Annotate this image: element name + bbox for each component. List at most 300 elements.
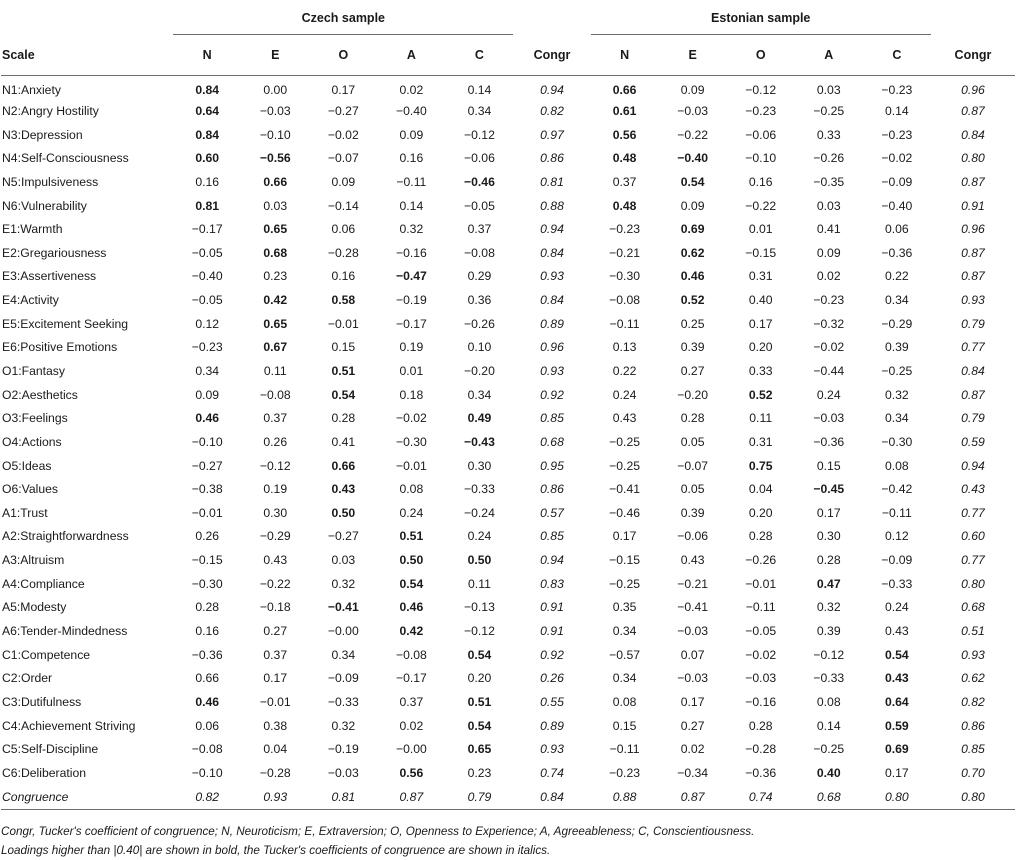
table-row [1,643,1015,667]
table-row [1,714,1015,738]
estonian-o-loading: 0.04 [748,482,773,497]
estonian-a-loading: −0.12 [813,647,845,662]
estonian-congruence: 0.96 [961,222,985,237]
czech-c-loading: −0.33 [464,482,495,497]
czech-congruence: 0.85 [540,529,564,544]
estonian-a-loading: −0.25 [813,103,845,118]
estonian-e-loading: −0.34 [677,765,709,780]
czech-a-loading: 0.50 [399,553,424,568]
table-row [1,170,1015,194]
czech-n-loading: −0.40 [191,269,223,284]
table-row [1,265,1015,289]
czech-e-loading: −0.56 [259,151,291,166]
czech-o-loading: 0.32 [331,576,356,591]
table-row [1,336,1015,360]
czech-a-loading: −0.47 [395,269,427,284]
estonian-e-loading: 0.69 [680,222,705,237]
table-row [1,596,1015,620]
czech-congruence: 0.91 [540,624,564,639]
estonian-n-loading: −0.25 [609,458,640,473]
estonian-a-loading: 0.03 [816,198,841,213]
estonian-n-loading: −0.11 [609,742,640,757]
estonian-n-loading: 0.35 [612,600,637,615]
estonian-a-loading: 0.03 [816,82,841,97]
table-footnotes [1,822,1013,860]
estonian-n-loading: 0.66 [612,82,637,97]
czech-c-loading: −0.08 [464,245,495,260]
czech-n-loading: 0.16 [195,624,220,639]
estonian-c-loading: −0.30 [881,434,913,449]
czech-a-loading: −0.11 [396,174,427,189]
estonian-congruence: 0.60 [961,529,985,544]
estonian-c-loading: −0.29 [881,316,913,331]
scale-label: E6:Positive Emotions [2,340,118,355]
czech-o-loading: −0.14 [327,198,359,213]
czech-c-loading: −0.24 [464,505,495,520]
czech-n-loading: −0.17 [191,222,223,237]
estonian-c-loading: 0.43 [884,624,909,639]
estonian-e-loading: −0.22 [677,127,709,142]
czech-a-loading: −0.40 [395,103,427,118]
estonian-e-loading: −0.21 [677,576,709,591]
table-row [1,99,1015,123]
estonian-o-loading: −0.11 [745,600,776,615]
czech-a-loading: 0.16 [399,151,424,166]
estonian-a-loading: 0.39 [816,624,841,639]
estonian-c-loading: −0.02 [881,151,913,166]
factor-loadings-table [1,2,1015,810]
czech-e-loading: 0.38 [263,718,288,733]
czech-n-loading: 0.81 [195,198,220,213]
estonian-o-loading: 0.33 [748,364,773,378]
czech-o-loading: 0.54 [331,387,356,402]
czech-n-loading: 0.46 [195,694,220,709]
czech-o-loading: 0.28 [331,411,356,426]
scale-label: E3:Assertiveness [2,269,97,284]
scale-label: C3:Dutifulness [2,694,82,709]
czech-o-loading: −0.09 [327,671,359,686]
table-row [1,737,1015,761]
czech-n-loading: −0.01 [191,505,223,520]
estonian-n-loading: 0.15 [612,718,637,733]
czech-o-loading: 0.43 [331,482,356,497]
scale-label: N6:Vulnerability [2,198,87,213]
estonian-e-loading: 0.39 [680,340,705,355]
czech-c-loading: −0.26 [464,316,495,331]
estonian-a-loading: −0.03 [813,411,845,426]
czech-a-loading: 0.32 [399,222,424,237]
czech-congruence: 0.84 [540,245,564,260]
estonian-c-loading: 0.34 [884,293,909,308]
estonian-n-loading: −0.21 [609,245,640,260]
czech-a-loading: −0.16 [395,245,427,260]
czech-total-congruence: 0.84 [513,785,590,810]
estonian-e-loading: 0.27 [680,718,705,733]
czech-e-loading: 0.65 [263,316,288,331]
czech-c-loading: 0.49 [467,411,492,426]
estonian-congruence: 0.91 [961,198,985,213]
czech-congruence: 0.82 [540,103,564,118]
czech-c-loading: 0.23 [467,765,492,780]
estonian-n-loading: 0.61 [612,103,637,118]
estonian-o-loading: −0.36 [745,765,777,780]
czech-a-loading: 0.01 [399,364,424,378]
estonian-congruence: 0.86 [961,718,985,733]
czech-e-loading: −0.01 [259,694,291,709]
czech-a-loading: 0.18 [399,387,424,402]
czech-o-loading: 0.41 [331,434,356,449]
estonian-o-loading: 0.17 [748,316,773,331]
czech-c-loading: 0.51 [467,694,492,709]
estonian-e-loading: 0.09 [680,198,705,213]
estonian-congruence: 0.82 [961,694,985,709]
table-row [1,477,1015,501]
czech-e-loading: 0.37 [263,411,288,426]
estonian-e-loading: −0.40 [677,151,709,166]
column-header-czech-c: C [445,35,513,76]
estonian-n-congruence: 0.88 [591,785,659,810]
czech-a-loading: 0.56 [399,765,424,780]
estonian-a-loading: 0.15 [816,458,841,473]
czech-c-loading: −0.06 [464,151,495,166]
czech-e-loading: 0.17 [263,671,288,686]
estonian-congruence: 0.93 [961,293,985,308]
czech-o-loading: −0.03 [327,765,359,780]
estonian-n-loading: 0.22 [612,364,637,378]
estonian-c-loading: −0.33 [881,576,913,591]
czech-o-loading: 0.15 [331,340,356,355]
estonian-a-congruence: 0.68 [795,785,863,810]
scale-label: N2:Angry Hostility [2,103,99,118]
column-header-row [1,35,1015,76]
table-row [1,406,1015,430]
czech-o-loading: 0.32 [331,718,356,733]
estonian-a-loading: −0.36 [813,434,845,449]
footnote-abbreviations: Congr, Tucker's coefficient of congruence; N, Neuroticism; E, Extraversion; O, Openness to Experience; A, Agreeableness; C, Conscientiousness. [1,825,755,838]
estonian-e-loading: −0.07 [677,458,709,473]
scale-label: A2:Straightforwardness [2,529,129,544]
czech-o-loading: −0.07 [327,151,359,166]
czech-c-loading: 0.29 [467,269,492,284]
czech-o-loading: −0.28 [327,245,359,260]
table-row [1,430,1015,454]
czech-n-loading: 0.16 [195,174,220,189]
czech-congruence: 0.96 [540,340,564,355]
estonian-n-loading: −0.57 [609,647,640,662]
column-header-estonian-a: A [795,35,863,76]
estonian-o-loading: −0.05 [745,624,777,639]
estonian-e-loading: 0.54 [680,174,705,189]
czech-a-loading: 0.19 [399,340,424,355]
estonian-c-loading: 0.32 [884,387,909,402]
estonian-a-loading: −0.44 [813,364,845,378]
estonian-e-loading: 0.43 [680,553,705,568]
czech-n-loading: −0.08 [191,742,223,757]
estonian-o-loading: −0.03 [745,671,777,686]
czech-congruence: 0.94 [540,222,564,237]
estonian-a-loading: 0.40 [816,765,841,780]
czech-n-congruence: 0.82 [173,785,241,810]
estonian-c-loading: 0.08 [884,458,909,473]
table-row [1,548,1015,572]
estonian-e-loading: −0.03 [677,624,709,639]
czech-a-loading: 0.54 [399,576,424,591]
czech-e-loading: −0.03 [259,103,291,118]
estonian-e-loading: 0.46 [680,269,705,284]
czech-n-loading: −0.15 [191,553,223,568]
column-header-czech-a: A [377,35,445,76]
czech-e-loading: 0.19 [263,482,288,497]
czech-o-loading: 0.34 [331,647,356,662]
estonian-e-loading: −0.06 [677,529,709,544]
czech-congruence: 0.57 [540,505,564,520]
estonian-o-loading: 0.11 [749,411,773,426]
czech-a-loading: 0.42 [399,624,424,639]
estonian-n-loading: −0.15 [609,553,640,568]
czech-o-loading: −0.33 [327,694,359,709]
column-header-czech-e: E [241,35,309,76]
scale-label: E5:Excitement Seeking [2,316,129,331]
table-row [1,288,1015,312]
czech-congruence: 0.81 [540,174,564,189]
table-row [1,383,1015,407]
column-header-czech-o: O [309,35,377,76]
estonian-o-loading: 0.28 [748,529,773,544]
scale-label: A5:Modesty [2,600,67,615]
czech-n-loading: −0.36 [191,647,223,662]
estonian-congruence: 0.79 [961,411,985,426]
czech-n-loading: 0.66 [195,671,220,686]
czech-e-loading: 0.11 [263,364,287,378]
estonian-c-loading: 0.39 [884,340,909,355]
estonian-e-loading: 0.52 [680,293,705,308]
estonian-n-loading: 0.34 [612,671,637,686]
estonian-a-loading: −0.32 [813,316,845,331]
estonian-e-loading: −0.03 [677,103,709,118]
czech-congruence: 0.86 [540,482,564,497]
estonian-n-loading: −0.11 [609,316,640,331]
table-row [1,690,1015,714]
estonian-c-loading: 0.14 [884,103,909,118]
czech-o-loading: −0.19 [327,742,359,757]
estonian-e-loading: 0.05 [680,482,705,497]
estonian-o-loading: 0.01 [748,222,773,237]
czech-congruence: 0.68 [540,434,564,449]
estonian-c-loading: 0.59 [884,718,909,733]
estonian-c-loading: 0.43 [884,671,909,686]
czech-e-loading: 0.04 [263,742,288,757]
czech-congruence: 0.83 [540,576,564,591]
estonian-congruence: 0.62 [961,671,985,686]
czech-e-loading: −0.10 [259,127,291,142]
czech-c-loading: 0.20 [467,671,492,686]
scale-label: N1:Anxiety [2,82,61,97]
estonian-a-loading: 0.02 [816,269,841,284]
scale-label: A3:Altruism [2,553,65,568]
czech-o-loading: −0.27 [327,103,359,118]
czech-c-loading: 0.36 [467,293,492,308]
estonian-e-loading: 0.39 [680,505,705,520]
czech-congruence: 0.85 [540,411,564,426]
scale-label: C5:Self-Discipline [2,742,99,757]
scale-label: O6:Values [2,482,59,497]
czech-c-loading: 0.11 [468,576,491,591]
estonian-c-loading: −0.36 [881,245,913,260]
estonian-c-loading: 0.34 [884,411,909,426]
column-header-czech-congr: Congr [513,35,590,76]
estonian-o-loading: −0.28 [745,742,777,757]
czech-e-loading: 0.68 [263,245,288,260]
estonian-n-loading: −0.41 [609,482,640,497]
scale-label: C4:Achievement Striving [2,718,136,733]
estonian-c-loading: 0.54 [884,647,909,662]
czech-congruence: 0.93 [540,742,564,757]
czech-c-loading: 0.37 [467,222,492,237]
czech-a-loading: 0.37 [399,694,424,709]
czech-a-loading: −0.30 [395,434,427,449]
estonian-c-loading: −0.09 [881,553,913,568]
estonian-congruence: 0.80 [961,576,985,591]
estonian-n-loading: 0.34 [612,624,637,639]
czech-c-loading: −0.12 [464,127,495,142]
czech-congruence: 0.88 [540,198,564,213]
czech-c-loading: 0.34 [467,103,492,118]
czech-congruence: 0.86 [540,151,564,166]
estonian-c-loading: −0.09 [881,174,913,189]
estonian-congruence: 0.59 [961,434,985,449]
estonian-congruence: 0.84 [961,127,985,142]
estonian-congruence: 0.96 [961,82,985,97]
estonian-e-loading: 0.27 [680,364,705,378]
estonian-congruence: 0.93 [961,647,985,662]
table-row [1,312,1015,336]
czech-n-loading: 0.46 [195,411,220,426]
column-header-estonian-c: C [863,35,931,76]
estonian-n-loading: −0.23 [609,222,640,237]
estonian-e-loading: 0.62 [680,245,705,260]
estonian-a-loading: −0.33 [813,671,845,686]
estonian-c-loading: 0.24 [884,600,909,615]
estonian-e-loading: −0.03 [677,671,709,686]
estonian-n-loading: −0.25 [609,576,640,591]
czech-congruence: 0.89 [540,316,564,331]
table-row [1,123,1015,147]
czech-a-loading: 0.08 [399,482,424,497]
czech-a-loading: −0.00 [395,742,427,757]
scale-label: E1:Warmth [2,222,63,237]
estonian-n-loading: 0.13 [612,340,637,355]
estonian-e-loading: 0.02 [680,742,705,757]
czech-a-loading: −0.02 [395,411,427,426]
estonian-a-loading: −0.25 [813,742,845,757]
estonian-o-loading: −0.12 [745,82,777,97]
czech-n-loading: −0.38 [191,482,223,497]
estonian-e-loading: 0.17 [680,694,705,709]
estonian-congruence: 0.43 [961,482,985,497]
czech-c-loading: 0.34 [467,387,492,402]
table-row [1,525,1015,549]
estonian-o-loading: 0.20 [748,340,773,355]
czech-e-loading: 0.65 [263,222,288,237]
estonian-o-loading: 0.28 [748,718,773,733]
scale-label: O5:Ideas [2,458,52,473]
czech-congruence: 0.91 [540,600,564,615]
estonian-congruence: 0.87 [961,387,985,402]
czech-congruence: 0.84 [540,293,564,308]
czech-congruence: 0.26 [540,671,564,686]
estonian-c-loading: −0.42 [881,482,913,497]
czech-n-loading: 0.12 [195,316,220,331]
czech-n-loading: 0.34 [195,364,220,378]
estonian-congruence: 0.79 [961,316,985,331]
estonian-congruence: 0.87 [961,245,985,260]
estonian-e-loading: 0.09 [680,82,705,97]
czech-a-loading: 0.24 [399,505,424,520]
estonian-congruence: 0.68 [961,600,985,615]
czech-c-loading: 0.54 [467,647,492,662]
czech-a-loading: −0.01 [395,458,427,473]
estonian-a-loading: −0.45 [813,482,845,497]
estonian-a-loading: −0.23 [813,293,845,308]
czech-n-loading: −0.10 [191,765,223,780]
czech-congruence: 0.89 [540,718,564,733]
czech-e-loading: −0.28 [259,765,291,780]
czech-e-loading: 0.26 [263,434,288,449]
czech-n-loading: 0.09 [195,387,220,402]
estonian-a-loading: −0.02 [813,340,845,355]
estonian-e-loading: −0.41 [677,600,709,615]
czech-e-loading: 0.43 [263,553,288,568]
czech-e-loading: 0.27 [263,624,288,639]
scale-label: C1:Competence [2,647,91,662]
estonian-n-loading: −0.23 [609,765,640,780]
czech-e-loading: −0.12 [259,458,291,473]
estonian-c-loading: −0.23 [881,82,913,97]
estonian-c-loading: 0.12 [884,529,909,544]
estonian-congruence: 0.84 [961,364,985,378]
scale-label: N4:Self-Consciousness [2,151,129,166]
czech-e-loading: 0.37 [263,647,288,662]
czech-c-loading: −0.13 [464,600,495,615]
czech-o-loading: 0.58 [331,293,356,308]
estonian-o-loading: 0.40 [748,293,773,308]
czech-o-loading: 0.17 [331,82,356,97]
czech-c-loading: −0.46 [464,174,495,189]
czech-o-loading: 0.09 [331,174,356,189]
czech-c-loading: 0.65 [467,742,492,757]
estonian-a-loading: 0.28 [816,553,841,568]
czech-a-congruence: 0.87 [377,785,445,810]
scale-label: C6:Deliberation [2,765,87,780]
czech-congruence: 0.94 [540,82,564,97]
czech-a-loading: −0.17 [395,671,427,686]
estonian-a-loading: 0.47 [816,576,841,591]
czech-congruence: 0.92 [540,647,564,662]
czech-e-loading: 0.66 [263,174,288,189]
estonian-c-loading: 0.64 [884,694,909,709]
czech-e-loading: 0.67 [263,340,288,355]
czech-n-loading: −0.27 [191,458,223,473]
czech-n-loading: 0.60 [195,151,220,166]
table-row [1,572,1015,596]
scale-label: O4:Actions [2,434,62,449]
estonian-o-loading: 0.20 [748,505,773,520]
column-header-estonian-e: E [659,35,727,76]
estonian-congruence: 0.87 [961,103,985,118]
estonian-n-loading: 0.08 [612,694,637,709]
czech-o-congruence: 0.81 [309,785,377,810]
czech-c-loading: 0.54 [467,718,492,733]
